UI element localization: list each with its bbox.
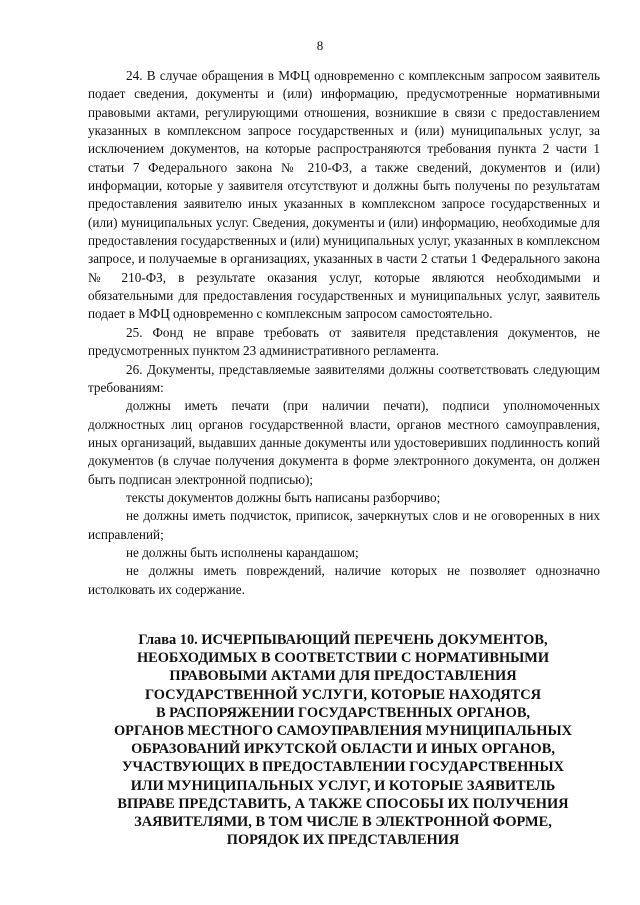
heading-line: УЧАСТВУЮЩИХ В ПРЕДОСТАВЛЕНИИ ГОСУДАРСТВЕННЫХ — [121, 759, 565, 776]
paragraph-26: 26. Документы, представляемые заявителями должны соответствовать следующим требованиям: — [88, 361, 600, 395]
requirement-no-damage: не должны иметь повреждений, наличие которых не позволяет однозначно истолковать их содержание. — [88, 563, 600, 597]
heading-line: ОБРАЗОВАНИЙ ИРКУТСКОЙ ОБЛАСТИ И ИНЫХ ОРГАНОВ, — [131, 741, 555, 758]
chapter-heading — [84, 631, 602, 849]
paragraph-25: 25. Фонд не вправе требовать от заявителя представления документов, не предусмотренных пунктом 23 административного регламента. — [88, 324, 600, 359]
requirement-legible: тексты документов должны быть написаны разборчиво; — [126, 489, 441, 505]
heading-line: ГОСУДАРСТВЕННОЙ УСЛУГИ, КОТОРЫЕ НАХОДЯТСЯ — [144, 686, 542, 703]
heading-line: ВПРАВЕ ПРЕДСТАВИТЬ, А ТАКЖЕ СПОСОБЫ ИХ ПОЛУЧЕНИЯ — [117, 795, 569, 812]
heading-line: НЕОБХОДИМЫХ В СООТВЕТСТВИИ С НОРМАТИВНЫМИ — [136, 650, 550, 667]
heading-line: В РАСПОРЯЖЕНИИ ГОСУДАРСТВЕННЫХ ОРГАНОВ, — [155, 704, 531, 721]
heading-line: ИЛИ МУНИЦИПАЛЬНЫХ УСЛУГ, И КОТОРЫЕ ЗАЯВИТЕЛЬ — [130, 777, 556, 794]
requirement-no-pencil: не должны быть исполнены карандашом; — [126, 544, 359, 560]
document-body — [88, 67, 600, 599]
heading-line: ОРГАНОВ МЕСТНОГО САМОУПРАВЛЕНИЯ МУНИЦИПАЛЬНЫХ — [113, 723, 573, 740]
heading-line: Глава 10. ИСЧЕРПЫВАЮЩИЙ ПЕРЕЧЕНЬ ДОКУМЕНТОВ, — [138, 632, 548, 648]
heading-line: ПРАВОВЫМИ АКТАМИ ДЛЯ ПРЕДОСТАВЛЕНИЯ — [169, 668, 517, 685]
heading-line: ЗАЯВИТЕЛЯМИ, В ТОМ ЧИСЛЕ В ЭЛЕКТРОННОЙ ФОРМЕ, — [134, 814, 552, 831]
requirement-no-erasures: не должны иметь подчисток, приписок, зачеркнутых слов и не оговоренных в них исправлений; — [88, 508, 600, 542]
paragraph-24: 24. В случае обращения в МФЦ одновременно с комплексным запросом заявитель подает сведения, документы и (или) информацию, предусмотренные нормативными правовыми актами, регулирующими отношения, возникшие в связи с предоставлением указанных в комплексном запросе государственных и (или) муниципальных услуг, за исключением документов, на которые распространяются требования пункта 2 части 1 статьи 7 Федерального закона № 210-ФЗ, а также сведений, документов и (или) информации, которые у заявителя отсутствуют и должны быть получены по результатам предоставления заявителю иных указанных в комплексном запросе государственных и (или) муниципальных услуг. Сведения, документы и (или) информацию, необходимые для предоставления государственных и (или) муниципальных услуг, указанных в комплексном запросе, и получаемые в организациях, указанных в части 2 статьи 1 Федерального закона № 210-ФЗ, в результате оказания услуг, которые являются необходимыми и обязательными для предоставления государственных и муниципальных услуг, заявитель подает в МФЦ одновременно с комплексным запросом самостоятельно. — [88, 68, 600, 322]
requirement-signatures: должны иметь печати (при наличии печати), подписи уполномоченных должностных лиц органов государственной власти, органов местного самоуправления, иных организаций, выдавших данные документы или удостоверивших подлинность копий документов (в случае получения документа в форме электронного документа, он должен быть подписан электронной подписью); — [88, 398, 600, 487]
page-number: 8 — [316, 38, 324, 53]
heading-line: ПОРЯДОК ИХ ПРЕДСТАВЛЕНИЯ — [226, 832, 460, 849]
